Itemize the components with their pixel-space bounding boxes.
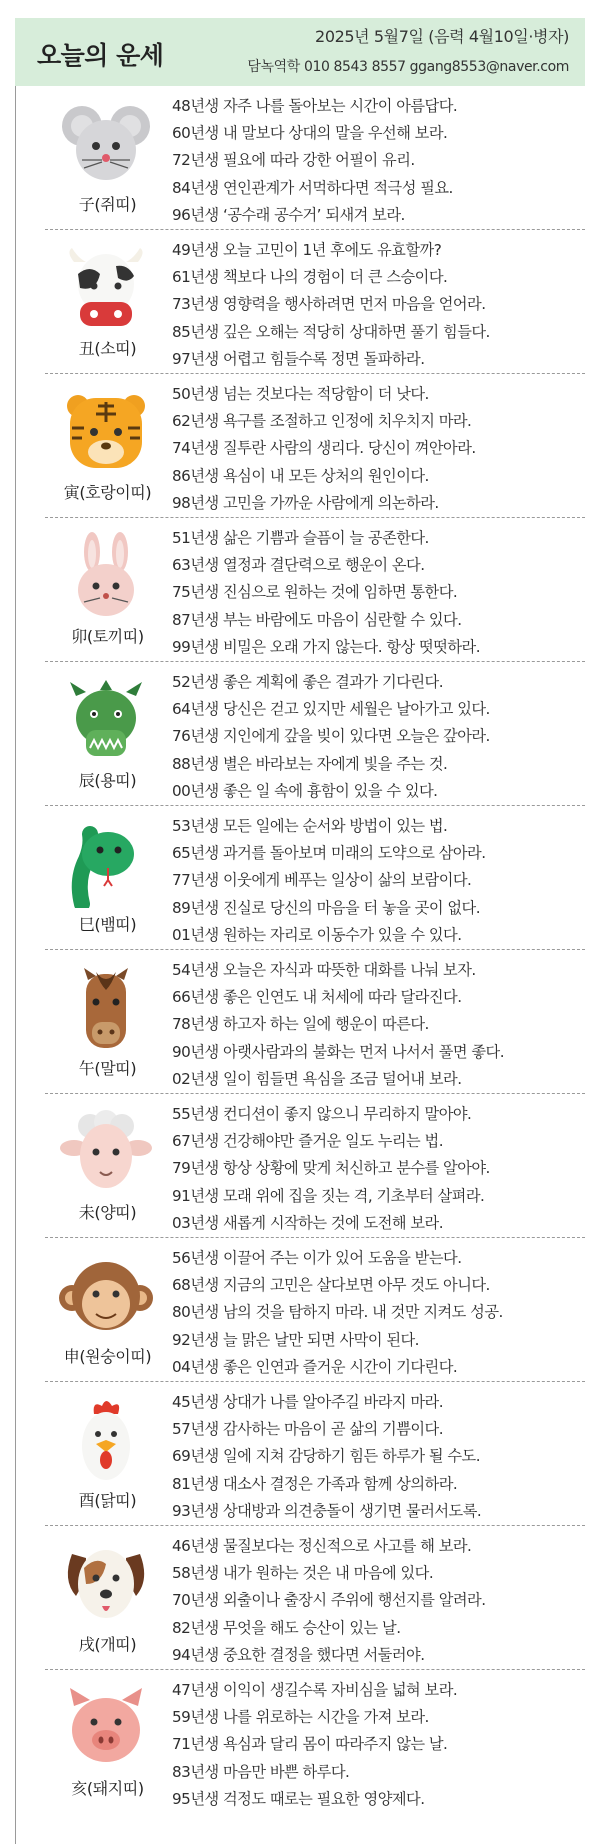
fortune-line: 51년생 삶은 기쁨과 슬픔이 늘 공존한다. bbox=[172, 529, 429, 547]
animal-label: 寅(호랑이띠) bbox=[63, 483, 152, 502]
monkey-icon bbox=[56, 1252, 156, 1340]
fortune-line: 54년생 오늘은 자식과 따뜻한 대화를 나눠 보자. bbox=[172, 961, 476, 979]
fortune-line: 79년생 항상 상황에 맞게 처신하고 분수를 알아야. bbox=[172, 1159, 490, 1178]
animal-label: 子(쥐띠) bbox=[78, 195, 137, 214]
fortune-line: 62년생 욕구를 조절하고 인정에 치우치지 마라. bbox=[172, 412, 472, 431]
animal-label: 申(원숭이띠) bbox=[63, 1347, 152, 1366]
animal-label: 戌(개띠) bbox=[78, 1635, 137, 1654]
zodiac-entry-dragon bbox=[0, 662, 600, 806]
fortune-line: 91년생 모래 위에 집을 짓는 격, 기초부터 살펴라. bbox=[172, 1186, 485, 1205]
animal-label: 亥(돼지띠) bbox=[71, 1779, 144, 1798]
fortune-line: 82년생 무엇을 해도 승산이 있는 날. bbox=[172, 1618, 401, 1637]
fortune-line: 68년생 지금의 고민은 살다보면 아무 것도 아니다. bbox=[172, 1276, 490, 1295]
fortune-line: 63년생 열정과 결단력으로 행운이 온다. bbox=[172, 556, 425, 575]
fortune-line: 58년생 내가 원하는 것은 내 마음에 있다. bbox=[172, 1564, 434, 1583]
fortune-line: 93년생 상대방과 의견충돌이 생기면 물러서도록. bbox=[172, 1501, 482, 1520]
fortune-lines bbox=[172, 381, 476, 517]
zodiac-entry-pig bbox=[0, 1670, 600, 1810]
fortune-line: 90년생 아랫사람과의 불화는 먼저 나서서 풀면 좋다. bbox=[172, 1042, 505, 1061]
fortune-lines bbox=[172, 813, 486, 949]
fortune-line: 95년생 걱정도 때로는 필요한 영양제다. bbox=[172, 1789, 425, 1808]
animal-label: 丑(소띠) bbox=[78, 339, 137, 358]
fortune-line: 00년생 좋은 일 속에 흉함이 있을 수 있다. bbox=[172, 781, 438, 800]
page-title: 오늘의 운세 bbox=[37, 41, 164, 70]
fortune-lines bbox=[172, 669, 490, 805]
fortune-line: 87년생 부는 바람에도 마음이 심란할 수 있다. bbox=[172, 610, 462, 629]
fortune-line: 85년생 깊은 오해는 적당히 상대하면 풀기 힘들다. bbox=[172, 322, 490, 341]
fortune-lines bbox=[172, 1533, 486, 1669]
zodiac-list bbox=[0, 86, 600, 1810]
fortune-line: 49년생 오늘 고민이 1년 후에도 유효할까? bbox=[172, 241, 442, 259]
horse-icon bbox=[56, 964, 156, 1052]
fortune-line: 64년생 당신은 걷고 있지만 세월은 날아가고 있다. bbox=[172, 700, 490, 719]
fortune-line: 89년생 진실로 당신의 마음을 터 놓을 곳이 없다. bbox=[172, 898, 481, 917]
snake-icon bbox=[56, 820, 156, 908]
fortune-line: 92년생 늘 맑은 날만 되면 사막이 된다. bbox=[172, 1330, 420, 1349]
fortune-line: 81년생 대소사 결정은 가족과 함께 상의하라. bbox=[172, 1474, 458, 1493]
pig-icon bbox=[56, 1684, 156, 1772]
fortune-line: 75년생 진심으로 원하는 것에 임하면 통한다. bbox=[172, 583, 458, 602]
fortune-line: 77년생 이웃에게 베푸는 일상이 삶의 보람이다. bbox=[172, 871, 472, 890]
zodiac-entry-dog bbox=[0, 1526, 600, 1670]
tiger-icon bbox=[56, 388, 156, 476]
fortune-lines bbox=[172, 1245, 503, 1381]
fortune-line: 94년생 중요한 결정을 했다면 서둘러야. bbox=[172, 1645, 425, 1664]
fortune-line: 57년생 감사하는 마음이 곧 삶의 기쁨이다. bbox=[172, 1420, 444, 1439]
fortune-line: 66년생 좋은 인연도 내 처세에 따라 달라진다. bbox=[172, 988, 462, 1007]
zodiac-entry-rooster bbox=[0, 1382, 600, 1526]
fortune-line: 60년생 내 말보다 상대의 말을 우선해 보라. bbox=[172, 124, 448, 143]
dragon-icon bbox=[56, 676, 156, 764]
fortune-line: 65년생 과거를 돌아보며 미래의 도약으로 삼아라. bbox=[172, 844, 486, 863]
fortune-line: 47년생 이익이 생길수록 자비심을 넓혀 보라. bbox=[172, 1681, 458, 1699]
rooster-icon bbox=[56, 1396, 156, 1484]
zodiac-entry-rat bbox=[0, 86, 600, 230]
header-date: 2025년 5월7일 (음력 4월10일·병자) bbox=[315, 27, 569, 46]
sheep-icon bbox=[56, 1108, 156, 1196]
fortune-line: 72년생 필요에 따라 강한 어필이 유리. bbox=[172, 151, 415, 170]
zodiac-entry-ox bbox=[0, 230, 600, 374]
fortune-line: 02년생 일이 힘들면 욕심을 조금 덜어내 보라. bbox=[172, 1069, 462, 1088]
fortune-line: 88년생 별은 바라보는 자에게 빛을 주는 것. bbox=[172, 754, 448, 773]
fortune-line: 97년생 어렵고 힘들수록 정면 돌파하라. bbox=[172, 349, 425, 368]
fortune-line: 83년생 마음만 바쁜 하루다. bbox=[172, 1762, 350, 1781]
fortune-line: 04년생 좋은 인연과 즐거운 시간이 기다린다. bbox=[172, 1357, 458, 1376]
animal-label: 未(양띠) bbox=[78, 1203, 137, 1222]
fortune-line: 48년생 자주 나를 돌아보는 시간이 아름답다. bbox=[172, 97, 458, 115]
fortune-line: 84년생 연인관계가 서먹하다면 적극성 필요. bbox=[172, 178, 453, 197]
fortune-line: 71년생 욕심과 달리 몸이 따라주지 않는 날. bbox=[172, 1735, 448, 1754]
header-bar bbox=[15, 18, 585, 86]
fortune-line: 96년생 ‘공수래 공수거’ 되새겨 보라. bbox=[172, 205, 405, 224]
fortune-line: 50년생 넘는 것보다는 적당함이 더 낫다. bbox=[172, 385, 429, 403]
fortune-line: 46년생 물질보다는 정신적으로 사고를 해 보라. bbox=[172, 1537, 472, 1555]
zodiac-entry-rabbit bbox=[0, 518, 600, 662]
dog-icon bbox=[56, 1540, 156, 1628]
fortune-line: 70년생 외출이나 출장시 주위에 행선지를 알려라. bbox=[172, 1591, 486, 1610]
fortune-lines bbox=[172, 1389, 481, 1525]
zodiac-entry-snake bbox=[0, 806, 600, 950]
fortune-line: 67년생 건강해야만 즐거운 일도 누리는 법. bbox=[172, 1132, 444, 1151]
rat-icon bbox=[56, 100, 156, 188]
fortune-line: 76년생 지인에게 갚을 빚이 있다면 오늘은 갚아라. bbox=[172, 727, 490, 746]
zodiac-entry-horse bbox=[0, 950, 600, 1094]
animal-label: 卯(토끼띠) bbox=[71, 627, 144, 646]
fortune-line: 99년생 비밀은 오래 가지 않는다. 항상 떳떳하라. bbox=[172, 637, 481, 656]
fortune-line: 61년생 책보다 나의 경험이 더 큰 스승이다. bbox=[172, 268, 448, 287]
fortune-line: 86년생 욕심이 내 모든 상처의 원인이다. bbox=[172, 466, 429, 485]
fortune-lines bbox=[172, 93, 457, 229]
animal-label: 巳(뱀띠) bbox=[78, 915, 137, 934]
fortune-line: 74년생 질투란 사람의 생리다. 당신이 껴안아라. bbox=[172, 439, 476, 458]
fortune-line: 98년생 고민을 가까운 사람에게 의논하라. bbox=[172, 493, 439, 512]
fortune-line: 69년생 일에 지쳐 감당하기 힘든 하루가 될 수도. bbox=[172, 1447, 481, 1466]
fortune-line: 52년생 좋은 계획에 좋은 결과가 기다린다. bbox=[172, 673, 444, 691]
header-contact: 담녹역학 010 8543 8557 ggang8553@naver.com bbox=[247, 59, 569, 75]
rabbit-icon bbox=[56, 532, 156, 620]
animal-label: 酉(닭띠) bbox=[78, 1491, 137, 1510]
fortune-lines bbox=[172, 237, 490, 373]
zodiac-entry-sheep bbox=[0, 1094, 600, 1238]
fortune-line: 59년생 나를 위로하는 시간을 가져 보라. bbox=[172, 1708, 429, 1727]
fortune-line: 73년생 영향력을 행사하려면 먼저 마음을 얻어라. bbox=[172, 295, 486, 314]
animal-label: 午(말띠) bbox=[78, 1059, 137, 1078]
fortune-lines bbox=[172, 1677, 457, 1813]
fortune-line: 53년생 모든 일에는 순서와 방법이 있는 법. bbox=[172, 817, 448, 835]
fortune-line: 03년생 새롭게 시작하는 것에 도전해 보라. bbox=[172, 1213, 444, 1232]
fortune-lines bbox=[172, 525, 480, 661]
fortune-line: 55년생 컨디션이 좋지 않으니 무리하지 말아야. bbox=[172, 1105, 472, 1123]
fortune-lines bbox=[172, 957, 504, 1093]
ox-icon bbox=[56, 244, 156, 332]
fortune-line: 56년생 이끌어 주는 이가 있어 도움을 받는다. bbox=[172, 1249, 462, 1267]
fortune-line: 01년생 원하는 자리로 이동수가 있을 수 있다. bbox=[172, 925, 462, 944]
zodiac-entry-monkey bbox=[0, 1238, 600, 1382]
fortune-line: 80년생 남의 것을 탐하지 마라. 내 것만 지켜도 성공. bbox=[172, 1303, 503, 1322]
fortune-line: 45년생 상대가 나를 알아주길 바라지 마라. bbox=[172, 1393, 444, 1411]
animal-label: 辰(용띠) bbox=[78, 771, 137, 790]
zodiac-entry-tiger bbox=[0, 374, 600, 518]
fortune-line: 78년생 하고자 하는 일에 행운이 따른다. bbox=[172, 1015, 429, 1034]
fortune-lines bbox=[172, 1101, 490, 1237]
